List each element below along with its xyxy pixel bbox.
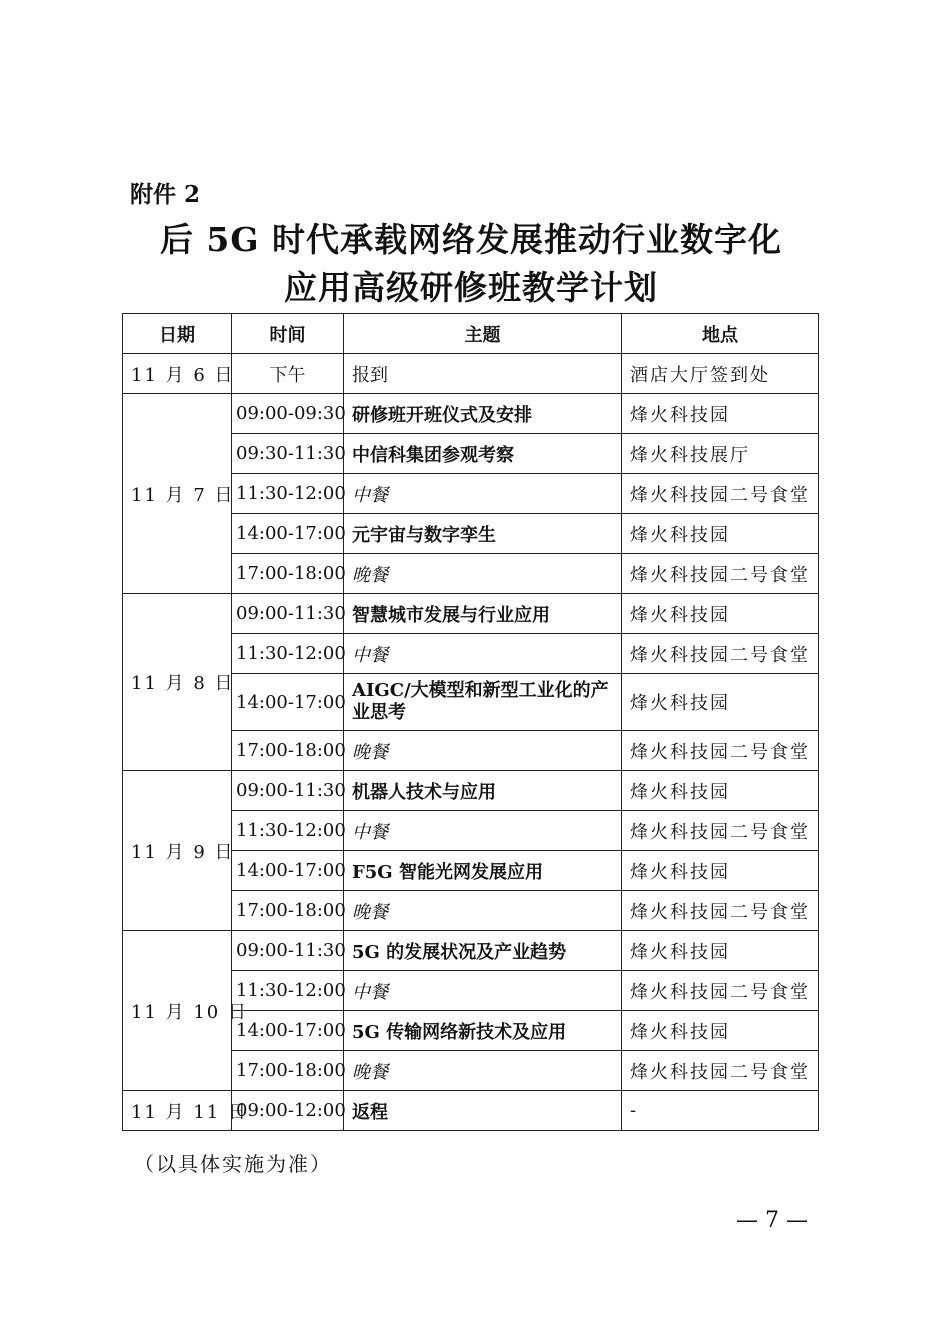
time-cell: 09:00-12:00 [232,1091,344,1131]
page-number: — 7 — [736,1208,808,1233]
time-cell: 17:00-18:00 [232,891,344,931]
table-row [123,354,819,394]
time-cell: 09:30-11:30 [232,434,344,474]
topic-cell: 晚餐 [344,891,622,931]
header-time: 时间 [232,314,344,354]
topic-cell: 5G 的发展状况及产业趋势 [344,931,622,971]
location-cell: 烽火科技园二号食堂 [622,634,819,674]
table-row [123,1091,819,1131]
location-cell: 烽火科技园二号食堂 [622,1051,819,1091]
location-cell: 烽火科技园二号食堂 [622,731,819,771]
time-cell: 14:00-17:00 [232,1011,344,1051]
time-cell: 11:30-12:00 [232,971,344,1011]
time-cell: 09:00-09:30 [232,394,344,434]
topic-cell: 5G 传输网络新技术及应用 [344,1011,622,1051]
date-cell: 11 月 6 日 [123,354,232,394]
location-cell: - [622,1091,819,1131]
time-cell: 17:00-18:00 [232,554,344,594]
time-cell: 14:00-17:00 [232,514,344,554]
location-cell: 酒店大厅签到处 [622,354,819,394]
date-cell: 11 月 9 日 [123,771,232,931]
document-title-line-2: 应用高级研修班教学计划 [284,268,658,307]
attachment-label: 附件 2 [130,181,201,208]
time-cell: 17:00-18:00 [232,731,344,771]
date-cell: 11 月 10 日 [123,931,232,1091]
topic-cell: 返程 [344,1091,622,1131]
location-cell: 烽火科技园二号食堂 [622,891,819,931]
topic-cell: 中餐 [344,971,622,1011]
location-cell: 烽火科技园 [622,1011,819,1051]
location-cell: 烽火科技园 [622,514,819,554]
topic-cell: 中餐 [344,474,622,514]
location-cell: 烽火科技园二号食堂 [622,474,819,514]
time-cell: 11:30-12:00 [232,634,344,674]
date-cell: 11 月 7 日 [123,394,232,594]
topic-cell: 中餐 [344,634,622,674]
header-location: 地点 [622,314,819,354]
time-cell: 11:30-12:00 [232,474,344,514]
header-topic: 主题 [344,314,622,354]
time-cell: 17:00-18:00 [232,1051,344,1091]
table-row [123,771,819,811]
topic-cell: 智慧城市发展与行业应用 [344,594,622,634]
location-cell: 烽火科技园二号食堂 [622,971,819,1011]
date-cell: 11 月 8 日 [123,594,232,771]
location-cell: 烽火科技园 [622,674,819,731]
topic-cell: AIGC/大模型和新型工业化的产业思考 [344,674,622,731]
time-cell: 09:00-11:30 [232,771,344,811]
topic-cell: 报到 [344,354,622,394]
topic-cell: 中信科集团参观考察 [344,434,622,474]
topic-cell: 机器人技术与应用 [344,771,622,811]
date-cell: 11 月 11 日 [123,1091,232,1131]
location-cell: 烽火科技园 [622,394,819,434]
topic-cell: 晚餐 [344,731,622,771]
topic-cell: 晚餐 [344,1051,622,1091]
topic-cell: 中餐 [344,811,622,851]
document-title-line-1: 后 5G 时代承载网络发展推动行业数字化 [159,220,783,259]
time-cell: 下午 [232,354,344,394]
time-cell: 14:00-17:00 [232,674,344,731]
time-cell: 09:00-11:30 [232,931,344,971]
location-cell: 烽火科技园 [622,931,819,971]
topic-cell: 研修班开班仪式及安排 [344,394,622,434]
footnote: （以具体实施为准） [134,1152,332,1176]
time-cell: 11:30-12:00 [232,811,344,851]
location-cell: 烽火科技园 [622,771,819,811]
location-cell: 烽火科技园 [622,594,819,634]
topic-cell: F5G 智能光网发展应用 [344,851,622,891]
schedule-table [122,313,819,1131]
topic-cell: 元宇宙与数字孪生 [344,514,622,554]
location-cell: 烽火科技园二号食堂 [622,554,819,594]
header-date: 日期 [123,314,232,354]
topic-cell: 晚餐 [344,554,622,594]
location-cell: 烽火科技展厅 [622,434,819,474]
time-cell: 14:00-17:00 [232,851,344,891]
table-row [123,594,819,634]
time-cell: 09:00-11:30 [232,594,344,634]
location-cell: 烽火科技园 [622,851,819,891]
table-row [123,394,819,434]
table-header-row [123,314,819,354]
location-cell: 烽火科技园二号食堂 [622,811,819,851]
table-row [123,931,819,971]
